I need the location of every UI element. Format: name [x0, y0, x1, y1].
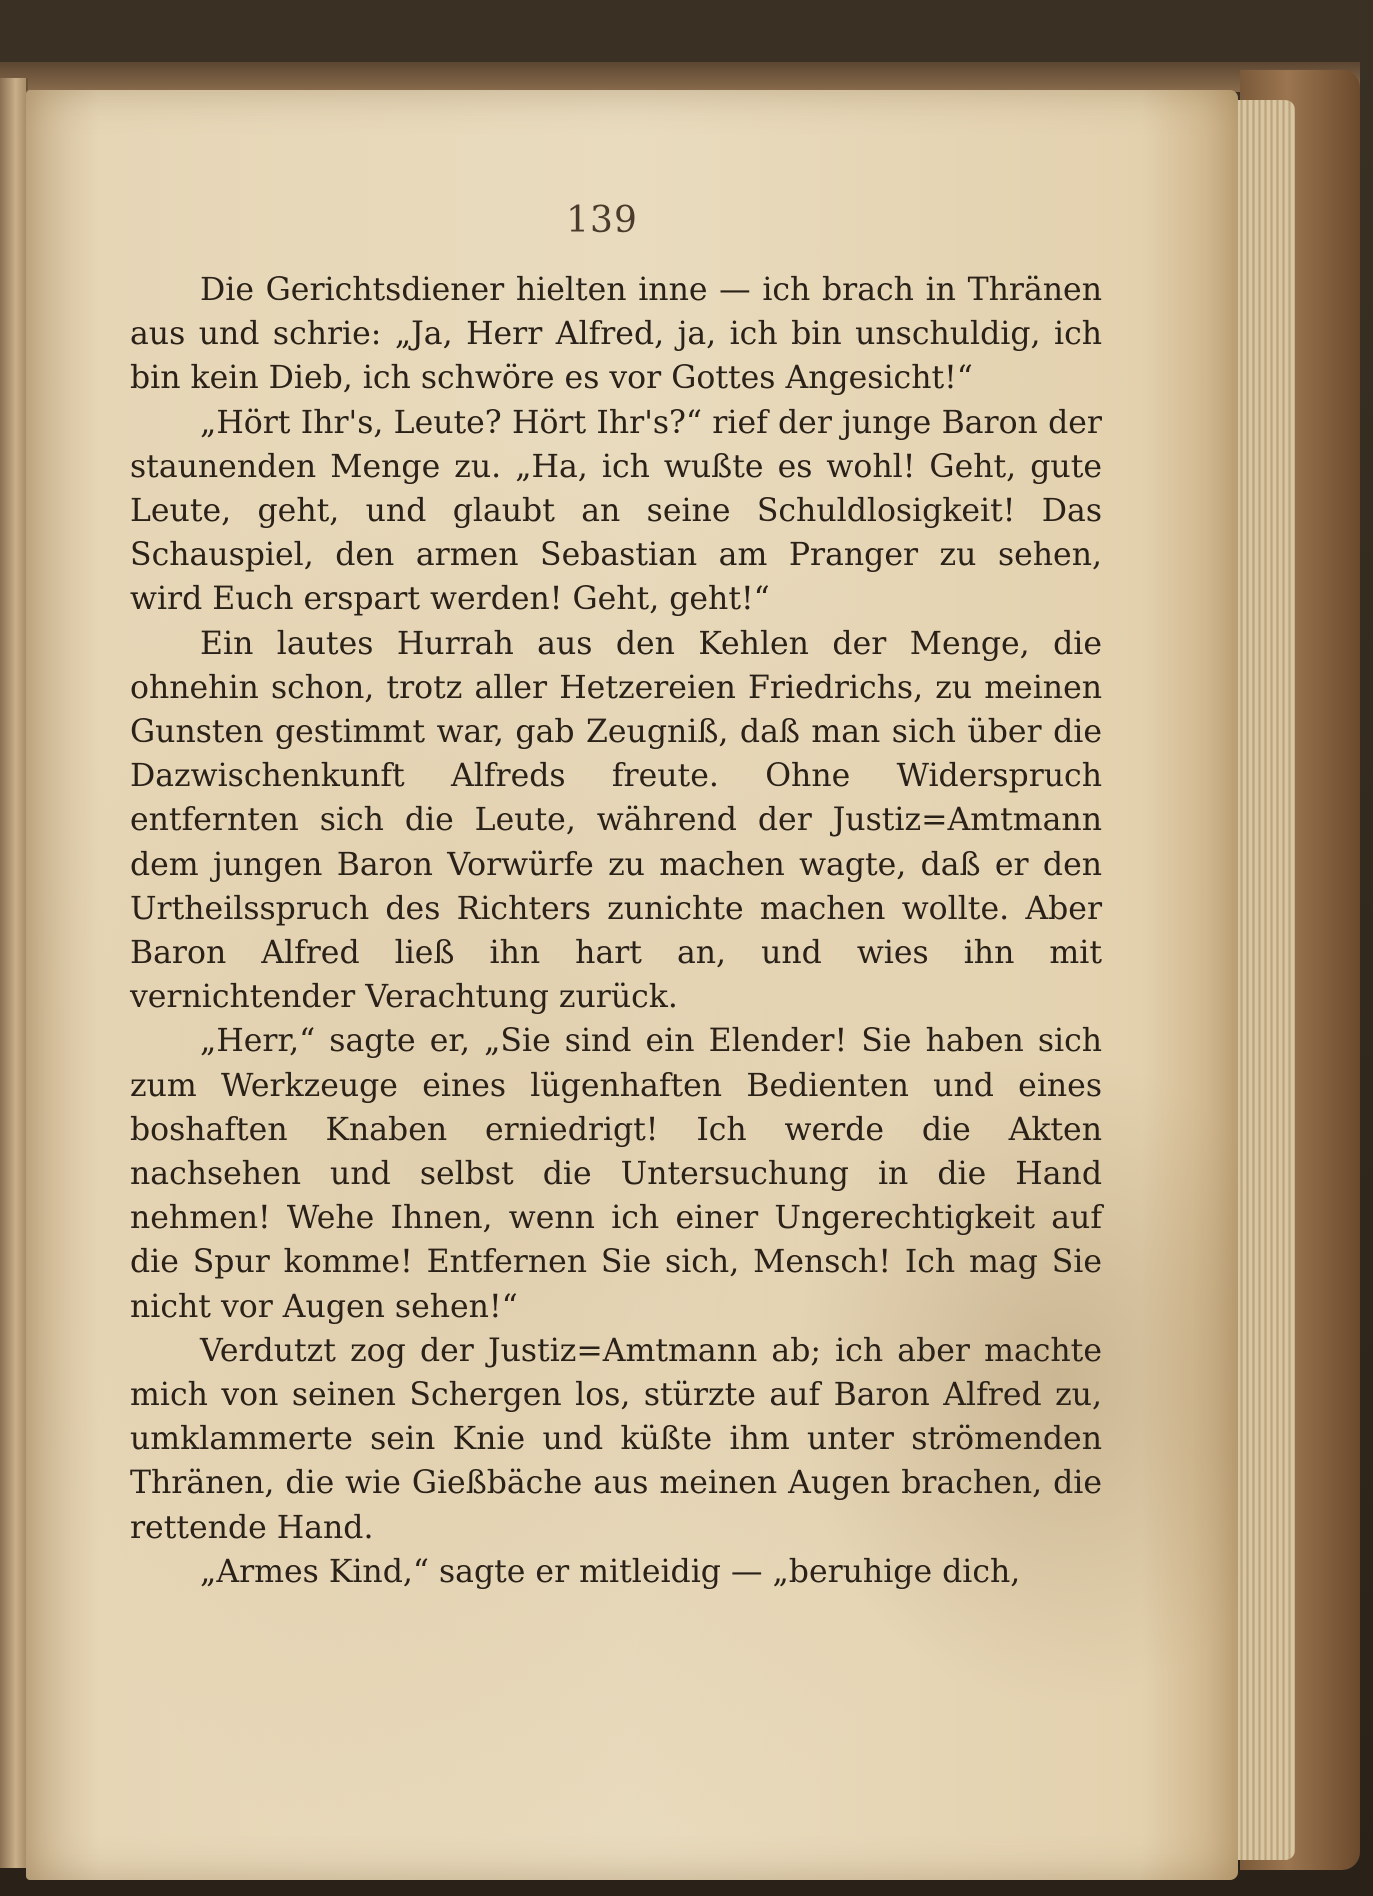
book-cover-top-edge [0, 62, 1360, 92]
paragraph-1: Die Gerichtsdiener hielten inne — ich brach in Thränen aus und schrie: „Ja, Herr Alfred, ja, ich bin unschuldig, ich bin kein Dieb, ich schwöre es vor Gottes Angesicht!“ [130, 272, 1102, 397]
paragraph-4: „Herr,“ sagte er, „Sie sind ein Elender! Sie haben sich zum Werkzeuge eines lügenhaften Bedienten und eines boshaften Knaben erniedrigt! Ich werde die Akten nachsehen und selbst die Untersuchung in die Hand nehmen! Wehe Ihnen, wenn ich einer Ungerechtigkeit auf die Spur komme! Entfernen Sie sich, Mensch! Ich mag Sie nicht vor Augen sehen!“ [130, 1023, 1102, 1325]
page-number [26, 200, 1238, 241]
paragraph-6: „Armes Kind,“ sagte er mitleidig — „beruhige dich, [200, 1553, 1021, 1590]
paragraph-2: „Hört Ihr's, Leute? Hört Ihr's?“ rief der junge Baron der staunenden Menge zu. „Ha, ich wußte es wohl! Geht, gute Leute, geht, und glaubt an seine Schuldlosigkeit! Das Schauspiel, den armen Sebastian am Pranger zu sehen, wird Euch erspart werden! Geht, geht!“ [130, 404, 1102, 618]
facing-page-edge [0, 78, 28, 1868]
body-text [130, 268, 1102, 1594]
paragraph-5: Verdutzt zog der Justiz=Amtmann ab; ich aber machte mich von seinen Schergen los, stürzte auf Baron Alfred zu, umklammerte sein Knie und küßte ihm unter strömenden Thränen, die wie Gießbäche aus meinen Augen brachen, die rettende Hand. [130, 1332, 1102, 1546]
page-number-text: 139 [566, 200, 638, 241]
paragraph-3: Ein lautes Hurrah aus den Kehlen der Menge, die ohnehin schon, trotz aller Hetzereien Friedrichs, zu meinen Gunsten gestimmt war, gab Zeugniß, daß man sich über die Dazwischenkunft Alfreds freute. Ohne Widerspruch entfernten sich die Leute, während der Justiz=Amtmann dem jungen Baron Vorwürfe zu machen wagte, daß er den Urtheilsspruch des Richters zunichte machen wollte. Aber Baron Alfred ließ ihn hart an, und wies ihn mit vernichtender Verachtung zurück. [130, 625, 1102, 1016]
book-page [26, 90, 1238, 1880]
